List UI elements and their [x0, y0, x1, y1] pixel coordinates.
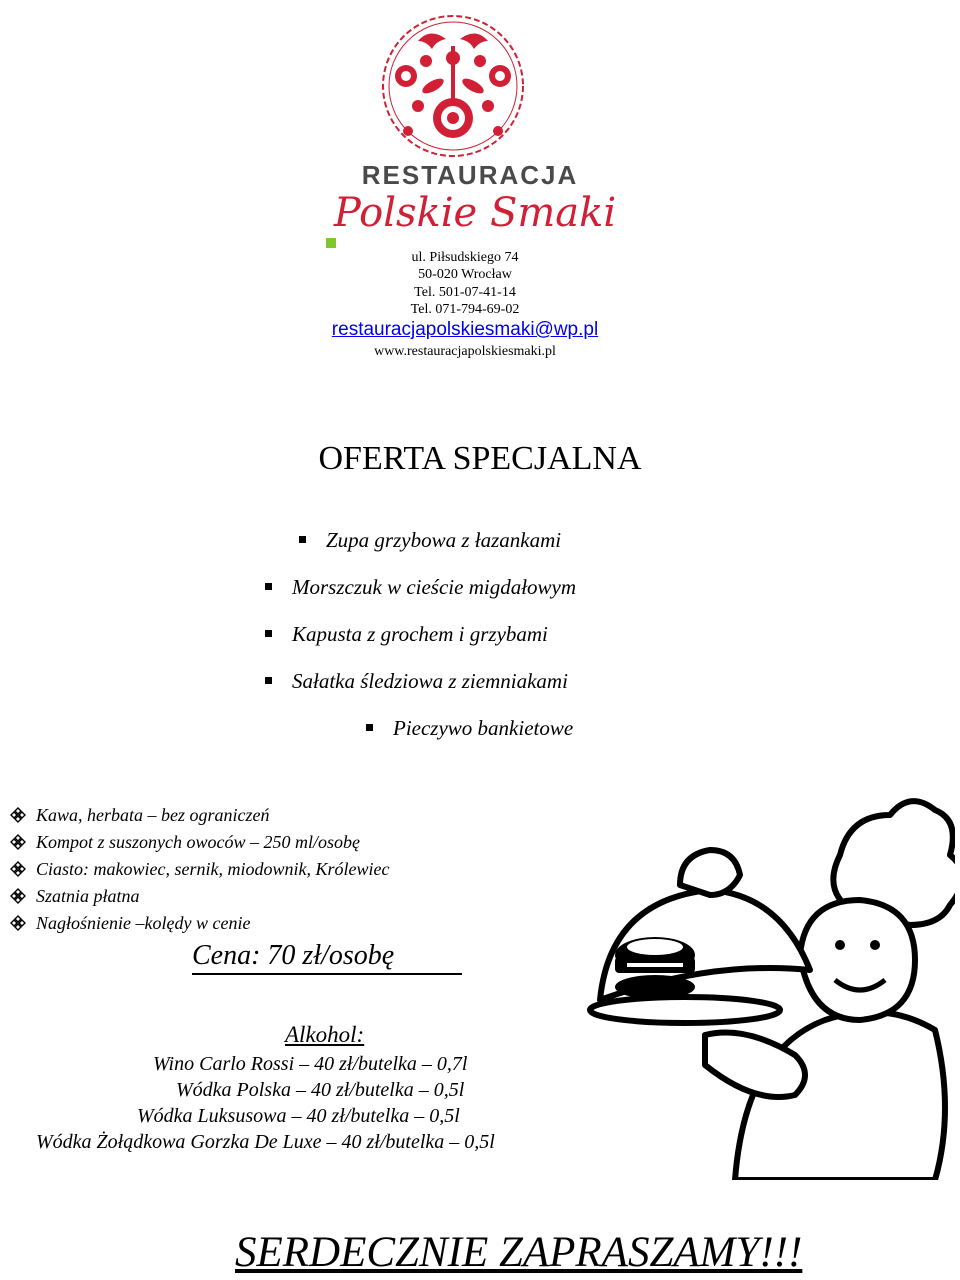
contact-street: ul. Piłsudskiego 74	[411, 250, 519, 265]
extra-item: Ciasto: makowiec, sernik, miodownik, Królewiec	[10, 859, 389, 880]
diamond-bullet-icon	[10, 807, 26, 823]
square-bullet-icon	[366, 724, 373, 731]
dish-item: Zupa grzybowa z łazankami	[299, 528, 561, 553]
contact-city: 50-020 Wrocław	[418, 267, 512, 282]
contact-phone-2: Tel. 071-794-69-02	[410, 302, 520, 317]
alcohol-heading: Alkohol:	[285, 1022, 365, 1047]
dish-item: Pieczywo bankietowe	[366, 716, 573, 741]
dish-item: Sałatka śledziowa z ziemniakami	[265, 669, 568, 694]
closing-invitation: SERDECZNIE ZAPRASZAMY!!!	[235, 1229, 803, 1276]
contact-phone-1: Tel. 501-07-41-14	[414, 285, 516, 300]
alcohol-item: Wódka Polska – 40 zł/butelka – 0,5l	[176, 1079, 465, 1101]
green-square-icon	[326, 238, 336, 248]
extra-item: Nagłośnienie –kolędy w cenie	[10, 913, 250, 934]
extra-item: Szatnia płatna	[10, 886, 140, 907]
alcohol-item: Wódka Luksusowa – 40 zł/butelka – 0,5l	[137, 1105, 460, 1127]
price-underline	[192, 973, 462, 975]
diamond-bullet-icon	[10, 861, 26, 877]
extra-item: Kompot z suszonych owoców – 250 ml/osobę	[10, 832, 360, 853]
square-bullet-icon	[299, 536, 306, 543]
square-bullet-icon	[265, 630, 272, 637]
diamond-bullet-icon	[10, 888, 26, 904]
offer-title: OFERTA SPECJALNA	[318, 440, 642, 477]
dish-item: Kapusta z grochem i grzybami	[265, 622, 548, 647]
contact-website: www.restauracjapolskiesmaki.pl	[374, 344, 556, 359]
dish-item: Morszczuk w cieście migdałowym	[265, 575, 576, 600]
extra-item: Kawa, herbata – bez ograniczeń	[10, 805, 270, 826]
restaurant-logo-emblem-icon	[348, 6, 558, 166]
diamond-bullet-icon	[10, 834, 26, 850]
square-bullet-icon	[265, 583, 272, 590]
logo-wordmark-top: RESTAURACJA	[361, 160, 579, 190]
price-per-person: Cena: 70 zł/osobę	[192, 940, 395, 971]
square-bullet-icon	[265, 677, 272, 684]
chef-serving-burger-icon	[585, 795, 955, 1180]
alcohol-item: Wódka Żołądkowa Gorzka De Luxe – 40 zł/butelka – 0,5l	[36, 1131, 495, 1153]
contact-email-link[interactable]: restauracjapolskiesmaki@wp.pl	[331, 319, 599, 340]
diamond-bullet-icon	[10, 915, 26, 931]
alcohol-item: Wino Carlo Rossi – 40 zł/butelka – 0,7l	[153, 1053, 468, 1075]
logo-wordmark-script: Polskie Smaki	[333, 190, 617, 236]
